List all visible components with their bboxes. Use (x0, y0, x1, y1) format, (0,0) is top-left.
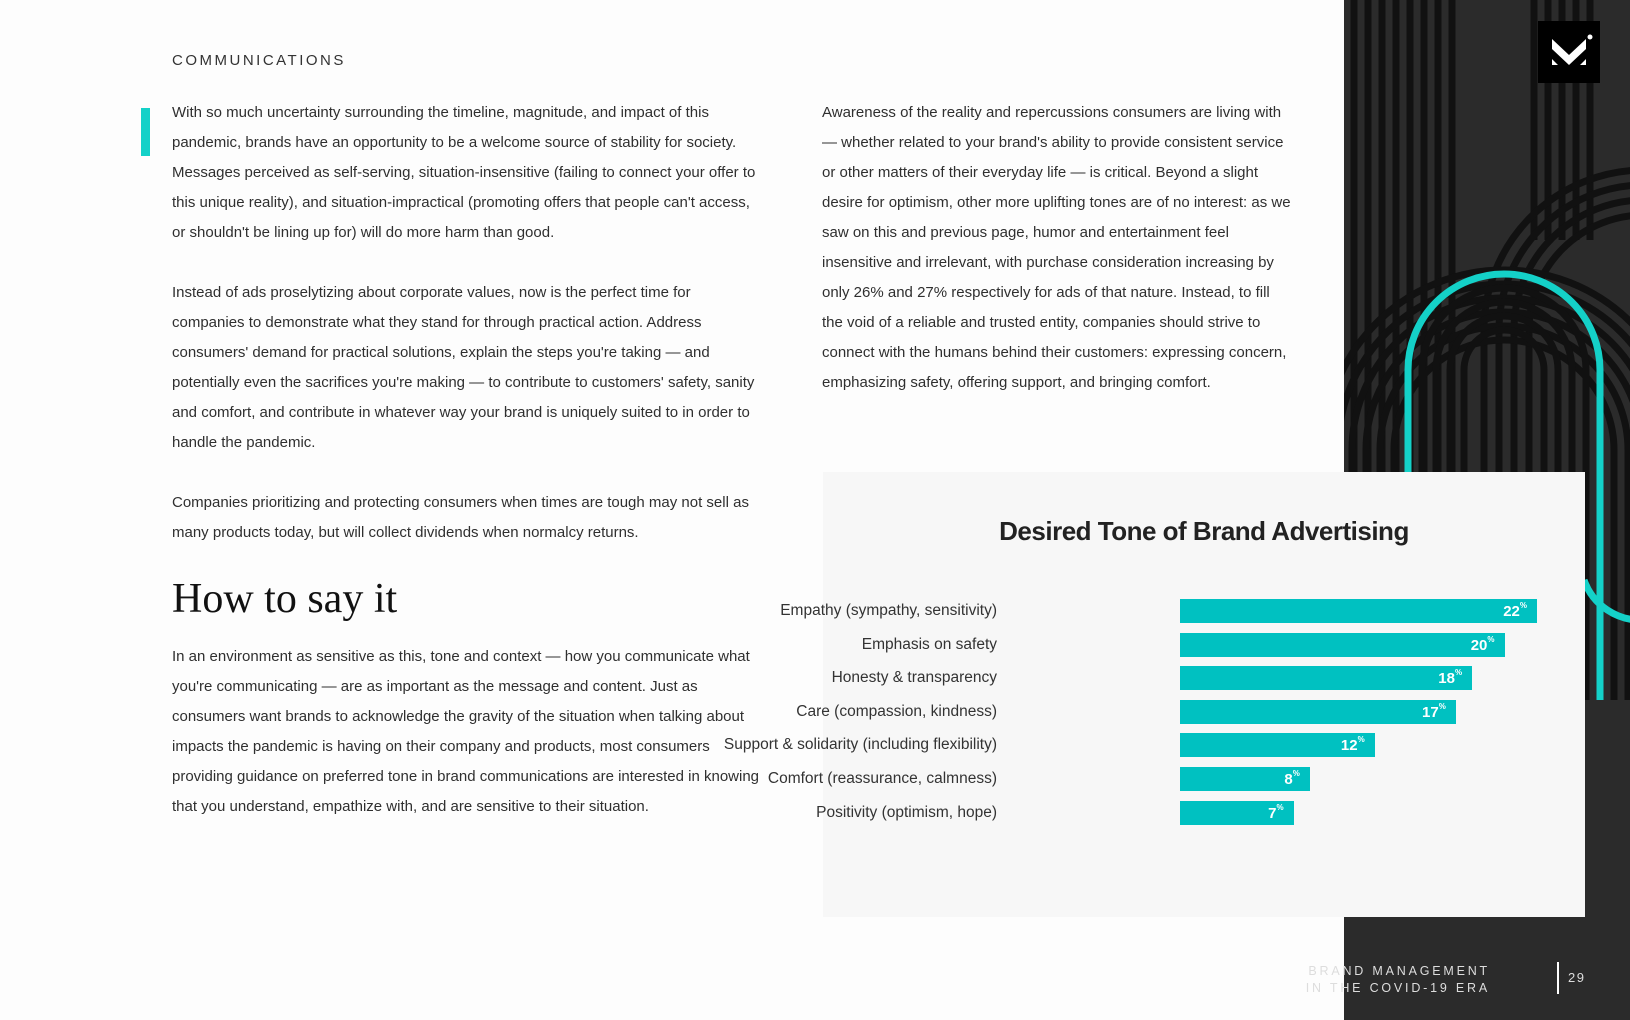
bar (1180, 733, 1375, 757)
chart-row (767, 767, 1585, 791)
bar-value-label (1503, 599, 1527, 625)
value-number: 22 (1503, 603, 1520, 620)
bar-label: Comfort (reassurance, calmness) (767, 770, 997, 787)
chart-row (823, 666, 1585, 690)
value-unit: % (1487, 634, 1495, 644)
bar (1180, 767, 1310, 791)
value-unit: % (1357, 735, 1365, 745)
value-unit: % (1438, 701, 1446, 711)
footer-divider (1557, 962, 1559, 994)
value-unit: % (1519, 601, 1527, 610)
accent-bar (141, 108, 150, 156)
chart-row (796, 700, 1585, 724)
value-number: 18 (1438, 670, 1455, 688)
paragraph: Awareness of the reality and repercussions consumers are living with — whether related to your brand's ability to provide consistent service or other matters of their everyday life — is critical. Beyond a slight desire for optimism, other more uplifting tones are of no interest: as we saw on this and previous page, humor and entertainment feel insensitive and irrelevant, with purchase consideration increasing by only 26% and 27% respectively for ads of that nature. Instead, to fill the void of a reliable and trusted entity, companies should strive to connect with the humans behind their customers: expressing concern, emphasizing safety, offering support, and bringing comfort. (822, 104, 1291, 391)
bar-label: Honesty & transparency (831, 669, 997, 687)
footer-line: IN THE COVID-19 ERA (1305, 981, 1490, 995)
bar-label: Empathy (sympathy, sensitivity) (780, 602, 997, 619)
page-number: 29 (1568, 970, 1586, 985)
paragraph: In an environment as sensitive as this, tone and context — how you communicate what you're communicating — are as important as the message and content. Just as consumers want brands to acknowledge the gravity of the situation when talking about impacts the pandemic is having on their company and products, most consumers providing guidance on preferred tone in brand communications are interested in knowing that you understand, empathize with, and are sensitive to their situation. (172, 648, 760, 815)
value-unit: % (1292, 769, 1300, 778)
paragraph: Instead of ads proselytizing about corporate values, now is the perfect time for companies to demonstrate what they stand for through practical action. Address consumers' demand for practical solutions, explain the steps you're taking — and potentially even the sacrifices you're making — to contribute to customers' safety, sanity and comfort, and contribute in whatever way your brand is uniquely suited to in order to handle the pandemic. (172, 284, 755, 451)
chart-row (780, 599, 1585, 623)
footer-title (1306, 963, 1490, 997)
bar-value-label (1341, 733, 1365, 759)
bar-label: Care (compassion, kindness) (796, 702, 997, 720)
value-number: 12 (1340, 737, 1358, 755)
bar-value-label (1471, 633, 1495, 659)
bar-label: Emphasis on safety (861, 635, 997, 653)
value-number: 20 (1470, 636, 1488, 654)
section-label: COMMUNICATIONS (172, 52, 346, 69)
chart-row (723, 733, 1585, 757)
logo-mark-icon (1538, 21, 1600, 83)
section-heading: How to say it (172, 576, 398, 622)
bar-value-label (1422, 700, 1446, 726)
paragraph: Companies prioritizing and protecting consumers when times are tough may not sell as many products today, but will collect dividends when normalcy returns. (172, 494, 749, 541)
chart-row (816, 801, 1585, 825)
bar (1180, 666, 1472, 690)
left-column (172, 98, 762, 852)
bar-value-label (1268, 801, 1283, 827)
right-column (822, 98, 1292, 428)
chart-title: Desired Tone of Brand Advertising (999, 516, 1409, 546)
bar-label: Positivity (optimism, hope) (816, 803, 997, 821)
bar-label: Support & solidarity (including flexibility) (723, 736, 997, 754)
value-unit: % (1454, 668, 1463, 678)
chart-row (823, 633, 1585, 657)
value-number: 8 (1284, 771, 1293, 788)
bar (1180, 633, 1505, 657)
paragraph: With so much uncertainty surrounding the timeline, magnitude, and impact of this pandemic, brands have an opportunity to be a welcome source of stability for society. Messages perceived as self-serving, situation-insensitive (failing to connect your offer to this unique reality), and situation-impractical (promoting offers that people can't access, or shouldn't be lining up for) will do more harm than good. (172, 104, 756, 241)
bar (1180, 801, 1294, 825)
value-number: 17 (1422, 703, 1439, 721)
bar (1180, 700, 1456, 724)
value-number: 7 (1268, 804, 1277, 822)
brand-logo (1538, 21, 1600, 83)
bar-value-label (1284, 767, 1299, 793)
chart-card (723, 472, 1585, 917)
bar-value-label (1438, 666, 1462, 692)
footer-line: BRAND MANAGEMENT (1308, 964, 1490, 978)
bar (1180, 599, 1537, 623)
value-unit: % (1276, 802, 1284, 812)
